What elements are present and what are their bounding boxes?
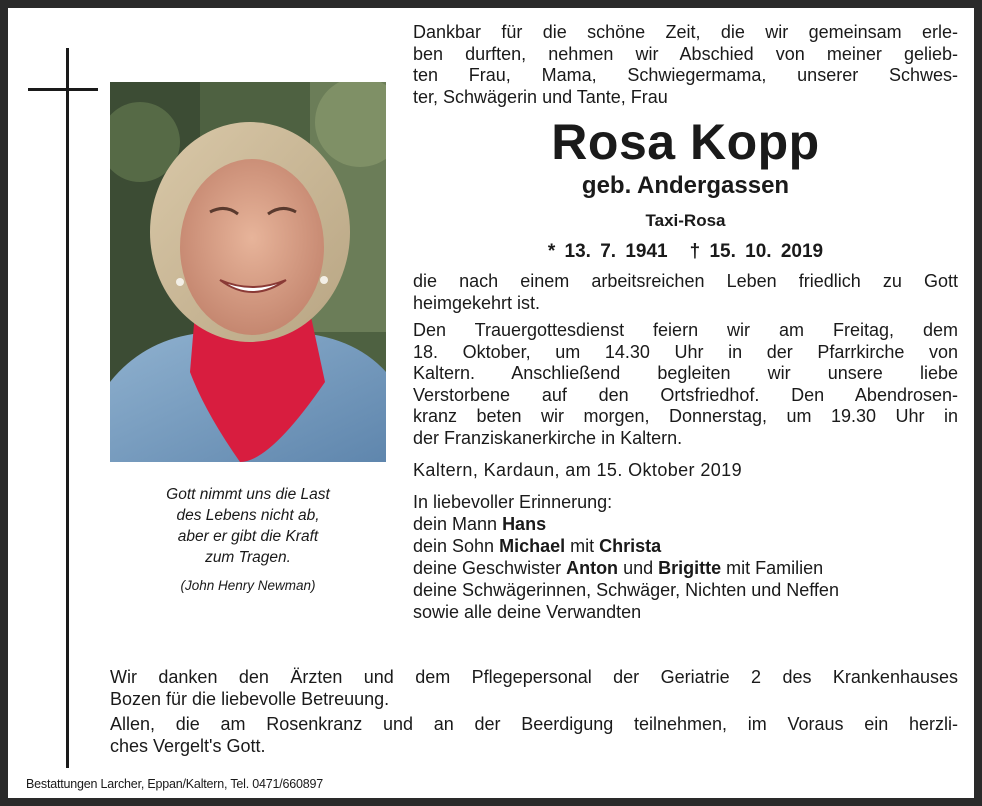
portrait-photo bbox=[110, 82, 386, 462]
service-line: Kaltern. Anschließend begleiten wir unsere liebe bbox=[413, 363, 958, 383]
intro-paragraph bbox=[413, 22, 958, 108]
cross-icon-vertical bbox=[66, 48, 69, 768]
intro-line: ten Frau, Mama, Schwiegermama, unserer Schwes- bbox=[413, 65, 958, 85]
service-line: Den Trauergottesdienst feiern wir am Freitag, dem bbox=[413, 320, 958, 340]
closing-paragraph bbox=[110, 713, 958, 757]
family-list bbox=[413, 491, 958, 623]
family-relatives: sowie alle deine Verwandten bbox=[413, 602, 642, 622]
service-line: kranz beten wir morgen, Donnerstag, um 19.30 Uhr in bbox=[413, 406, 958, 426]
birth-date: * 13. 7. 1941 bbox=[547, 241, 668, 262]
cross-icon-horizontal bbox=[28, 88, 98, 91]
thanks-paragraph bbox=[110, 666, 958, 710]
quote-line: Gott nimmt uns die Last bbox=[166, 486, 330, 503]
quote-line: aber er gibt die Kraft bbox=[177, 528, 319, 545]
family-inlaws: deine Schwägerinnen, Schwäger, Nichten und Neffen bbox=[413, 580, 839, 600]
closing-line: Allen, die am Rosenkranz und an der Beerdigung teilnehmen, im Voraus ein herzli- bbox=[110, 714, 958, 734]
life-dates bbox=[413, 240, 958, 264]
service-line: Verstorbene auf den Ortsfriedhof. Den Abendrosen- bbox=[413, 384, 958, 405]
service-paragraph bbox=[413, 320, 958, 449]
thanks-line: Wir danken den Ärzten und dem Pflegepersonal der Geriatrie 2 des Krankenhauses bbox=[110, 667, 958, 687]
closing-line: ches Vergelt's Gott. bbox=[110, 736, 266, 756]
service-line: 18. Oktober, um 14.30 Uhr in der Pfarrkirche von bbox=[413, 341, 958, 362]
quote-block bbox=[118, 484, 378, 596]
family-husband: dein Mann Hans bbox=[413, 514, 547, 534]
death-date: † 15. 10. 2019 bbox=[689, 241, 824, 262]
nickname: Taxi-Rosa bbox=[645, 211, 726, 230]
family-siblings: deine Geschwister Anton und Brigitte mit Familien bbox=[413, 558, 824, 578]
funeral-home-footer: Bestattungen Larcher, Eppan/Kaltern, Tel. 0471/660897 bbox=[26, 777, 324, 791]
quote-line: zum Tragen. bbox=[205, 549, 291, 566]
family-son: dein Sohn Michael mit Christa bbox=[413, 536, 662, 556]
place-and-date: Kaltern, Kardaun, am 15. Oktober 2019 bbox=[413, 460, 742, 480]
family-heading: In liebevoller Erinnerung: bbox=[413, 492, 613, 512]
passing-line: die nach einem arbeitsreichen Leben friedlich zu Gott bbox=[413, 271, 958, 291]
intro-line: ben durften, nehmen wir Abschied von meiner geliеb- bbox=[413, 43, 958, 64]
service-line: der Franziskanerkirche in Kaltern. bbox=[413, 427, 683, 448]
deceased-name: Rosa Kopp bbox=[551, 114, 820, 170]
intro-line: Dankbar für die schöne Zeit, die wir gemeinsam erle- bbox=[413, 22, 958, 42]
portrait-illustration bbox=[110, 82, 386, 462]
main-text-column bbox=[413, 22, 958, 623]
quote-line: des Lebens nicht ab, bbox=[176, 507, 320, 524]
closing-section bbox=[110, 666, 958, 757]
quote-author: (John Henry Newman) bbox=[180, 578, 316, 593]
birth-name: geb. Andergassen bbox=[581, 172, 790, 199]
intro-line: ter, Schwägerin und Tante, Frau bbox=[413, 86, 668, 107]
passing-paragraph bbox=[413, 271, 958, 314]
passing-line: heimgekehrt ist. bbox=[413, 292, 541, 313]
thanks-line: Bozen für die liebevolle Betreuung. bbox=[110, 689, 390, 709]
